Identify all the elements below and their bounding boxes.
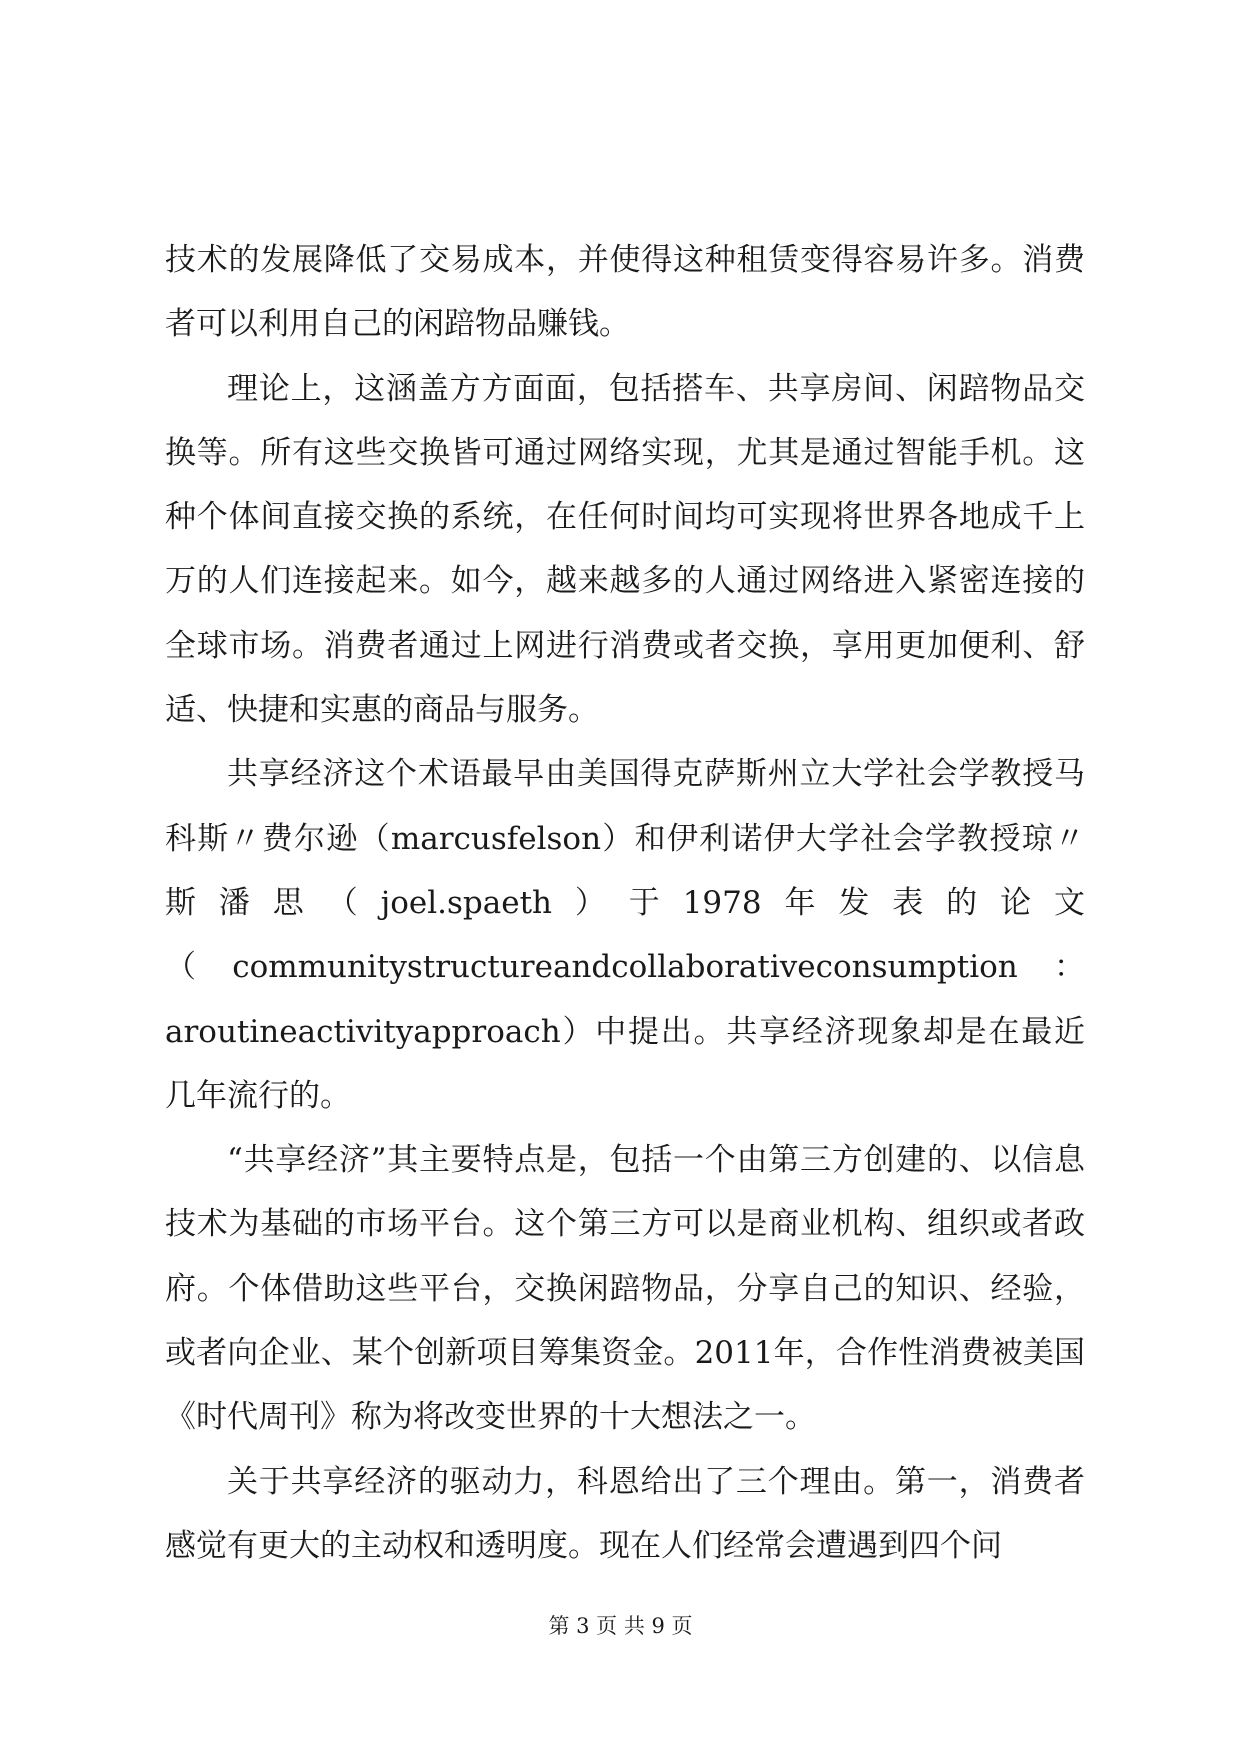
paragraph-4: “共享经济”其主要特点是，包括一个由第三方创建的、以信息技术为基础的市场平台。这个第三方可以是商业机构、组织或者政府。个体借助这些平台，交换闲踣物品，分享自己的知识、经验，或者向企业、某个创新项目筹集资金。2011年，合作性消费被美国《时代周刊》称为将改变世界的十大想法之一。 (165, 1142, 1085, 1436)
paragraph-5: 关于共享经济的驱动力，科恩给出了三个理由。第一，消费者感觉有更大的主动权和透明度。现在人们经常会遭遇到四个问 (165, 1463, 1085, 1564)
body-text (165, 228, 1085, 1578)
paragraph-3: 共享经济这个术语最早由美国得克萨斯州立大学社会学教授马科斯〃费尔逊（marcusfelson）和伊利诺伊大学社会学教授琼〃斯潘思（joel.spaeth）于1978年发表的论文（communitystructureandcollaborativeconsumption：aroutineactivityapproach）中提出。共享经济现象却是在最近几年流行的。 (165, 756, 1085, 1114)
page-footer: 第 3 页 共 9 页 (548, 1614, 693, 1638)
paragraph-2: 理论上，这涵盖方方面面，包括搭车、共享房间、闲踣物品交换等。所有这些交换皆可通过网络实现，尤其是通过智能手机。这种个体间直接交换的系统，在任何时间均可实现将世界各地成千上万的人们连接起来。如今，越来越多的人通过网络进入紧密连接的全球市场。消费者通过上网进行消费或者交换，享用更加便利、舒适、快捷和实惠的商品与服务。 (165, 370, 1085, 729)
paragraph-1: 技术的发展降低了交易成本，并使得这种租赁变得容易许多。消费者可以利用自己的闲踣物品赚钱。 (165, 242, 1085, 343)
